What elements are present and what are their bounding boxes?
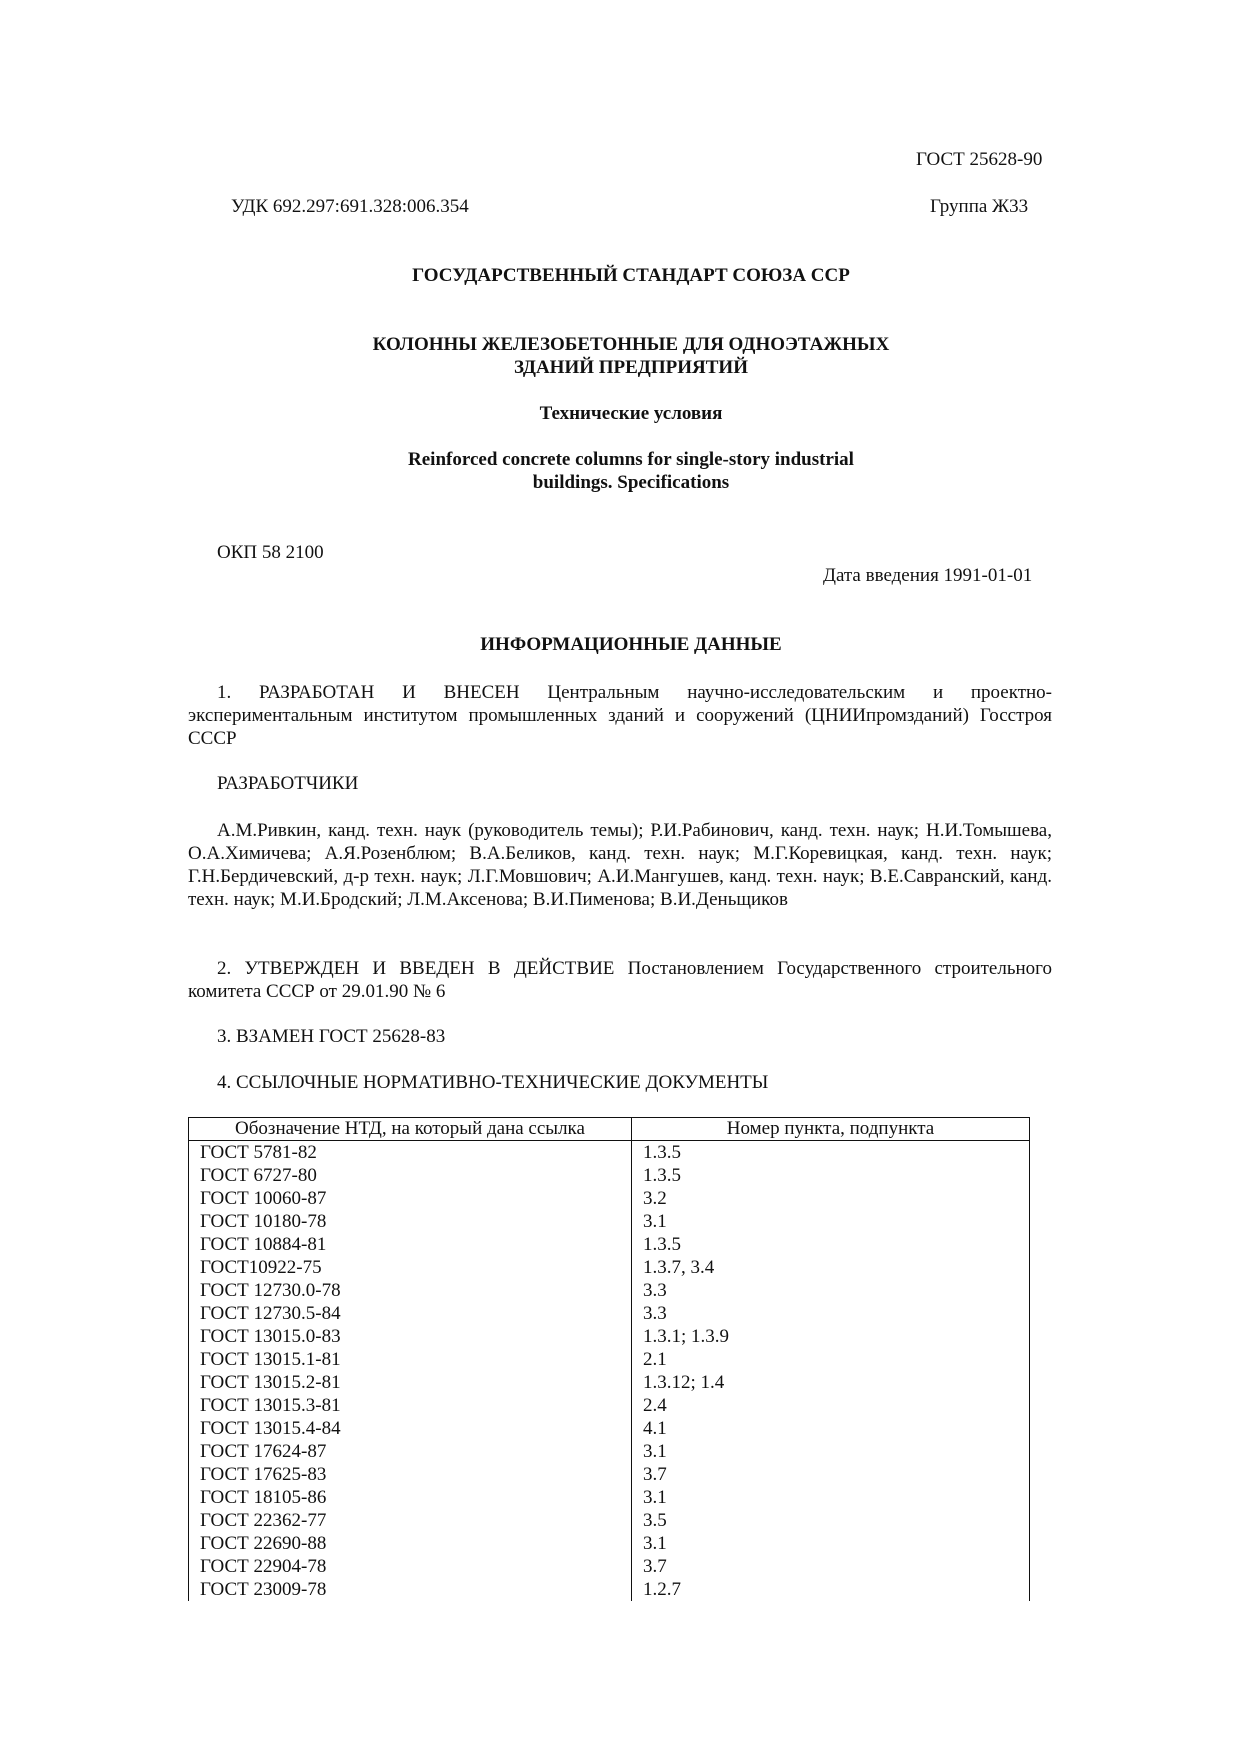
- table-body: [189, 1141, 1030, 1602]
- table-header-row: [189, 1118, 1030, 1141]
- clause-number-cell: 3.1: [632, 1210, 1030, 1233]
- clause-number-cell: 1.3.7, 3.4: [632, 1256, 1030, 1279]
- table-row: [189, 1233, 1030, 1256]
- document-subtitle: Технические условия: [539, 403, 723, 424]
- table-row: [189, 1141, 1030, 1165]
- info-heading: ИНФОРМАЦИОННЫЕ ДАННЫЕ: [480, 634, 782, 655]
- document-designation-cell: ГОСТ 12730.0-78: [189, 1279, 632, 1302]
- table-row: [189, 1210, 1030, 1233]
- clause-number-cell: 3.5: [632, 1509, 1030, 1532]
- developers-list: А.М.Ривкин, канд. техн. наук (руководитель темы); Р.И.Рабинович, канд. техн. наук; Н.И.Томышева, О.А.Химичева; А.Я.Розенблюм; В.А.Беликов, канд. техн. наук; М.Г.Коревицкая, канд. техн. наук; Г.Н.Бердичевский, д-р техн. наук; Л.Г.Мовшович; А.И.Мангушев, канд. техн. наук; В.Е.Савранский, канд. техн. наук; М.И.Бродский; Л.М.Аксенова; В.И.Пименова; В.И.Деньщиков: [188, 820, 1052, 910]
- clause-number-cell: 2.4: [632, 1394, 1030, 1417]
- paragraph-reference-docs: 4. ССЫЛОЧНЫЕ НОРМАТИВНО-ТЕХНИЧЕСКИЕ ДОКУМЕНТЫ: [217, 1072, 769, 1093]
- clause-number-cell: 3.1: [632, 1440, 1030, 1463]
- table-row: [189, 1302, 1030, 1325]
- document-designation-cell: ГОСТ 13015.3-81: [189, 1394, 632, 1417]
- paragraph-approved: 2. УТВЕРЖДЕН И ВВЕДЕН В ДЕЙСТВИЕ Постановлением Государственного строительного комитета СССР от 29.01.90 № 6: [188, 958, 1052, 1002]
- table-row: [189, 1256, 1030, 1279]
- document-designation-cell: ГОСТ 10884-81: [189, 1233, 632, 1256]
- document-designation-cell: ГОСТ 6727-80: [189, 1164, 632, 1187]
- gost-number: ГОСТ 25628-90: [916, 149, 1043, 170]
- clause-number-cell: 3.1: [632, 1486, 1030, 1509]
- english-title-line1: Reinforced concrete columns for single-story industrial: [408, 449, 854, 470]
- document-designation-cell: ГОСТ 22690-88: [189, 1532, 632, 1555]
- introduction-date: Дата введения 1991-01-01: [823, 565, 1033, 586]
- document-title-line1: КОЛОННЫ ЖЕЛЕЗОБЕТОННЫЕ ДЛЯ ОДНОЭТАЖНЫХ: [372, 334, 890, 355]
- document-designation-cell: ГОСТ 10060-87: [189, 1187, 632, 1210]
- document-designation-cell: ГОСТ 17624-87: [189, 1440, 632, 1463]
- table-row: [189, 1371, 1030, 1394]
- clause-number-cell: 2.1: [632, 1348, 1030, 1371]
- document-designation-cell: ГОСТ 13015.0-83: [189, 1325, 632, 1348]
- table-row: [189, 1509, 1030, 1532]
- document-designation-cell: ГОСТ 22904-78: [189, 1555, 632, 1578]
- clause-number-cell: 1.2.7: [632, 1578, 1030, 1601]
- table-row: [189, 1164, 1030, 1187]
- clause-number-cell: 1.3.5: [632, 1233, 1030, 1256]
- english-title-line2: buildings. Specifications: [532, 472, 730, 493]
- clause-number-cell: 3.3: [632, 1302, 1030, 1325]
- table-row: [189, 1394, 1030, 1417]
- clause-number-cell: 3.1: [632, 1532, 1030, 1555]
- table-row: [189, 1486, 1030, 1509]
- document-designation-cell: ГОСТ 18105-86: [189, 1486, 632, 1509]
- clause-number-cell: 1.3.5: [632, 1141, 1030, 1165]
- paragraph-replaces: 3. ВЗАМЕН ГОСТ 25628-83: [217, 1026, 446, 1047]
- clause-number-cell: 1.3.5: [632, 1164, 1030, 1187]
- clause-number-cell: 3.3: [632, 1279, 1030, 1302]
- clause-number-cell: 4.1: [632, 1417, 1030, 1440]
- okp-code: ОКП 58 2100: [217, 542, 324, 563]
- paragraph-developed-by: 1. РАЗРАБОТАН И ВНЕСЕН Центральным научно-исследовательским и проектно-экспериментальным институтом промышленных зданий и сооружений (ЦНИИпромзданий) Госстроя СССР: [188, 682, 1052, 749]
- group-code: Группа Ж33: [930, 196, 1029, 217]
- column-header-clause: Номер пункта, подпункта: [632, 1118, 1030, 1141]
- table-row: [189, 1578, 1030, 1601]
- document-designation-cell: ГОСТ 13015.4-84: [189, 1417, 632, 1440]
- document-designation-cell: ГОСТ 13015.1-81: [189, 1348, 632, 1371]
- table-row: [189, 1532, 1030, 1555]
- document-designation-cell: ГОСТ 5781-82: [189, 1141, 632, 1165]
- reference-documents-table: [188, 1117, 1030, 1601]
- table-row: [189, 1417, 1030, 1440]
- clause-number-cell: 1.3.12; 1.4: [632, 1371, 1030, 1394]
- clause-number-cell: 3.7: [632, 1555, 1030, 1578]
- table-row: [189, 1325, 1030, 1348]
- document-designation-cell: ГОСТ 12730.5-84: [189, 1302, 632, 1325]
- developers-label: РАЗРАБОТЧИКИ: [217, 773, 359, 794]
- column-header-document: Обозначение НТД, на который дана ссылка: [189, 1118, 632, 1141]
- table-row: [189, 1348, 1030, 1371]
- document-designation-cell: ГОСТ 10180-78: [189, 1210, 632, 1233]
- document-designation-cell: ГОСТ 13015.2-81: [189, 1371, 632, 1394]
- document-designation-cell: ГОСТ 22362-77: [189, 1509, 632, 1532]
- table-row: [189, 1440, 1030, 1463]
- clause-number-cell: 1.3.1; 1.3.9: [632, 1325, 1030, 1348]
- clause-number-cell: 3.2: [632, 1187, 1030, 1210]
- document-title-line2: ЗДАНИЙ ПРЕДПРИЯТИЙ: [514, 357, 748, 378]
- document-designation-cell: ГОСТ10922-75: [189, 1256, 632, 1279]
- table-row: [189, 1555, 1030, 1578]
- document-designation-cell: ГОСТ 17625-83: [189, 1463, 632, 1486]
- udk-code: УДК 692.297:691.328:006.354: [231, 196, 469, 217]
- document-designation-cell: ГОСТ 23009-78: [189, 1578, 632, 1601]
- table-row: [189, 1279, 1030, 1302]
- clause-number-cell: 3.7: [632, 1463, 1030, 1486]
- table-row: [189, 1463, 1030, 1486]
- table-row: [189, 1187, 1030, 1210]
- state-standard-heading: ГОСУДАРСТВЕННЫЙ СТАНДАРТ СОЮЗА ССР: [412, 265, 850, 286]
